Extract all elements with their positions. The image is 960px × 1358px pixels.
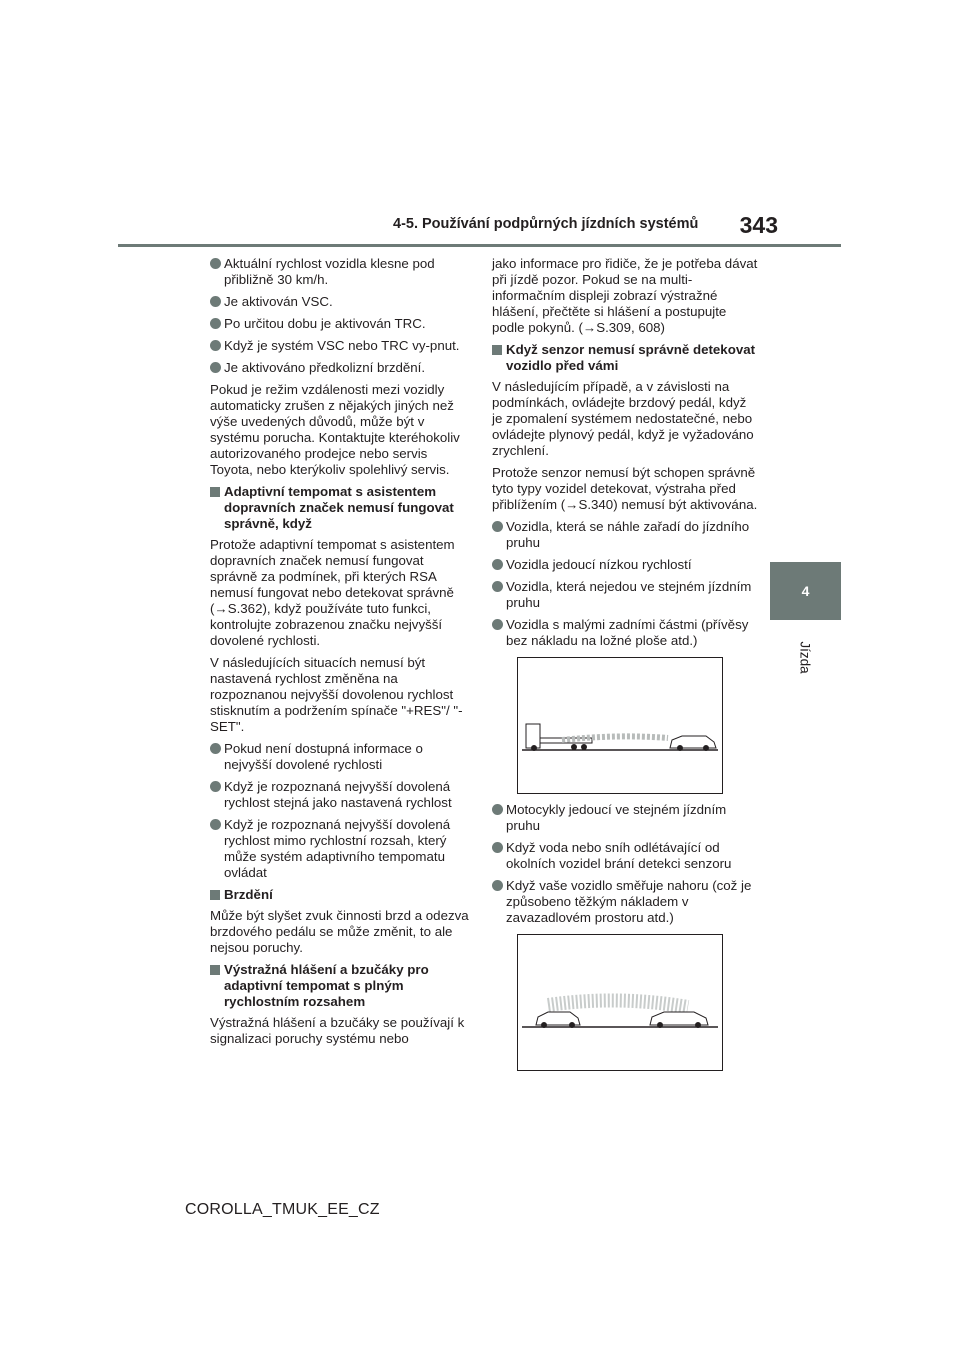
list-item: Je aktivováno předkolizní brzdění. (210, 360, 472, 376)
chapter-label (777, 632, 834, 682)
header-rule (118, 244, 841, 247)
bullet-icon (492, 559, 503, 570)
list-item: Vozidla s malými zadními částmi (přívěsy bez nákladu na ložné ploše atd.) (492, 617, 760, 649)
section-heading: Když senzor nemusí správně detekovat vozidlo před vámi (492, 342, 760, 374)
right-column (492, 256, 760, 1079)
chapter-label-text: Jízda (798, 640, 813, 674)
section-heading: Adaptivní tempomat s asistentem dopravních značek nemusí fungovat správně, když (210, 484, 472, 532)
paragraph: Protože adaptivní tempomat s asistentem dopravních značek nemusí fungovat správně za podmínek, při kterých RSA nemusí fungovat nebo detekovat správně (→S.362), když používáte tuto funkci, kontrolujte zobrazenou značku nejvyšší dovolené rychlosti. (210, 537, 455, 648)
section-heading: Výstražná hlášení a bzučáky pro adaptivní tempomat s plným rychlostním rozsahem (210, 962, 472, 1010)
paragraph: V následujících situacích nemusí být nastavená rychlost změněna na rozpoznanou nejvyšší dovolenou rychlost stisknutím a podržením spínače "+RES"/ "-SET". (210, 655, 463, 734)
bullet-icon (210, 743, 221, 754)
cars-radar-illustration (518, 935, 722, 1070)
bullet-icon (210, 258, 221, 269)
bullet-icon (492, 804, 503, 815)
square-bullet-icon (492, 345, 502, 355)
list-item: Vozidla, která nejedou ve stejném jízdním pruhu (492, 579, 760, 611)
list-item: Po určitou dobu je aktivován TRC. (210, 316, 472, 332)
document-code: COROLLA_TMUK_EE_CZ (185, 1201, 380, 1218)
paragraph: Výstražná hlášení a bzučáky se používají k signalizaci poruchy systému nebo (210, 1015, 465, 1046)
bullet-icon (210, 781, 221, 792)
page-number: 343 (739, 212, 778, 238)
paragraph: Protože senzor nemusí být schopen správně tyto typy vozidel detekovat, výstraha před přiblížením (→S.340) nemusí být aktivována. (492, 465, 758, 512)
list-item: Když je rozpoznaná nejvyšší dovolená rychlost stejná jako nastavená rychlost (210, 779, 472, 811)
bullet-icon (210, 819, 221, 830)
bullet-icon (210, 296, 221, 307)
list-item: Vozidla jedoucí nízkou rychlostí (492, 557, 760, 573)
bullet-icon (210, 340, 221, 351)
bullet-icon (492, 880, 503, 891)
list-item: Pokud není dostupná informace o nejvyšší dovolené rychlosti (210, 741, 472, 773)
list-item: Když voda nebo sníh odlétávající od okolních vozidel brání detekci senzoru (492, 840, 760, 872)
square-bullet-icon (210, 965, 220, 975)
paragraph: jako informace pro řidiče, že je potřeba dávat při jízdě pozor. Pokud se na multi-informačním displeji zobrazí výstražné hlášení, přečtěte si hlášení a postupujte podle pokynů. (→S.309, 608) (492, 256, 758, 335)
paragraph: Může být slyšet zvuk činnosti brzd a odezva brzdového pedálu se může změnit, to ale nejsou poruchy. (210, 908, 469, 955)
paragraph: V následujícím případě, a v závislosti na podmínkách, ovládejte brzdový pedál, když je zpomalení systémem nedostatečné, nebo ovládejte plynový pedál, když je vyžadováno zrychlení. (492, 379, 754, 458)
list-item: Když vaše vozidlo směřuje nahoru (což je způsobeno těžkým nákladem v zavazadlovém prostoru atd.) (492, 878, 760, 926)
bullet-icon (492, 619, 503, 630)
list-item: Když je rozpoznaná nejvyšší dovolená rychlost mimo rychlostní rozsah, který může systém adaptivního tempomatu ovládat (210, 817, 472, 881)
section-heading: Brzdění (210, 887, 472, 903)
left-column (210, 256, 472, 1053)
bullet-icon (492, 842, 503, 853)
figure-uphill-illustration (517, 934, 723, 1071)
bullet-icon (210, 318, 221, 329)
figure-trailer-illustration (517, 657, 723, 794)
square-bullet-icon (210, 487, 220, 497)
bullet-icon (492, 581, 503, 592)
chapter-number: 4 (801, 583, 810, 599)
chapter-tab[interactable] (770, 562, 841, 620)
section-title: 4-5. Používání podpůrných jízdních systémů (393, 216, 699, 232)
list-item: Vozidla, která se náhle zařadí do jízdního pruhu (492, 519, 760, 551)
list-item: Motocykly jedoucí ve stejném jízdním pruhu (492, 802, 760, 834)
square-bullet-icon (210, 890, 220, 900)
paragraph: Pokud je režim vzdálenosti mezi vozidly automaticky zrušen z nějakých jiných než výše uvedených důvodů, může být v systému porucha. Kontaktujte kteréhokoliv autorizovaného prodejce nebo servis Toyota, nebo kterýkoliv spolehlivý servis. (210, 382, 460, 477)
list-item: Je aktivován VSC. (210, 294, 472, 310)
bullet-icon (492, 521, 503, 532)
list-item: Aktuální rychlost vozidla klesne pod přibližně 30 km/h. (210, 256, 472, 288)
bullet-icon (210, 362, 221, 373)
trailer-car-illustration (518, 658, 722, 793)
list-item: Když je systém VSC nebo TRC vy-pnut. (210, 338, 472, 354)
